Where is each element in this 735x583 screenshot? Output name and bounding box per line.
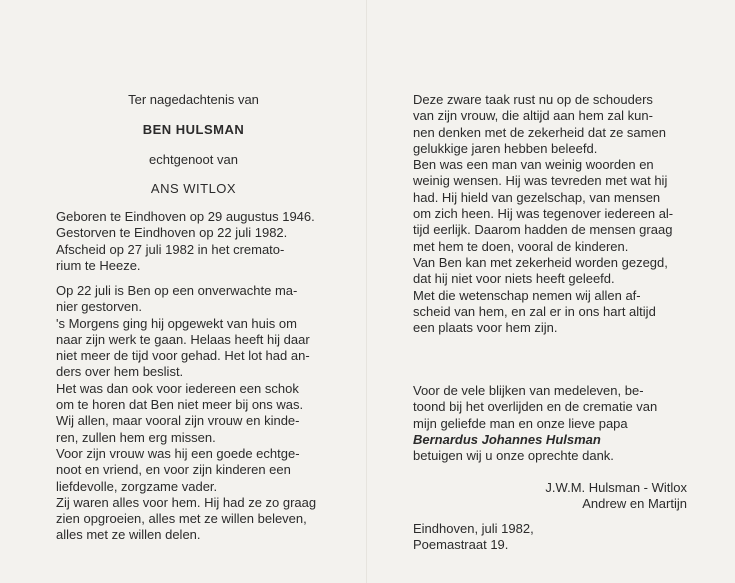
spouse-of-label: echtgenoot van: [149, 152, 238, 167]
signature-block: [413, 480, 687, 513]
text-line: een plaats voor hem zijn.: [413, 320, 558, 336]
text-line: Op 22 juli is Ben op een onverwachte ma-: [56, 283, 298, 298]
text-line: tijd eerlijk. Daarom hadden de mensen graag: [413, 222, 673, 238]
text-line: noot en vriend, en voor zijn kinderen een: [56, 462, 291, 478]
text-line: Van Ben kan met zekerheid worden gezegd,: [413, 254, 668, 270]
text-line: Afscheid op 27 juli 1982 in het cremato-: [56, 241, 285, 257]
text-line: toond bij het overlijden en de crematie van: [413, 399, 658, 415]
text-line: nen denken met de zekerheid dat ze samen: [413, 124, 666, 140]
text-line: Met die wetenschap nemen wij allen af-: [413, 287, 641, 303]
text-line: ders over hem beslist.: [56, 364, 184, 380]
text-line: met hem te doen, vooral de kinderen.: [413, 238, 629, 254]
tribute-paragraph: [413, 92, 687, 336]
text-line: weinig wensen. Hij was tevreden met wat hij: [413, 173, 668, 189]
story-paragraph: [56, 283, 331, 544]
text-line: 's Morgens ging hij opgewekt van huis om: [56, 315, 297, 331]
text-line: Voor zijn vrouw was hij een goede echtge-: [56, 445, 300, 461]
text-line: niet meer de tijd voor gehad. Het lot had an-: [56, 348, 310, 364]
text-line: Voor de vele blijken van medeleven, be-: [413, 383, 644, 398]
signature-line: J.W.M. Hulsman - Witlox: [545, 480, 687, 495]
text-line: liefdevolle, zorgzame vader.: [56, 478, 218, 494]
text-line: Wij allen, maar vooral zijn vrouw en kinde-: [56, 413, 300, 429]
text-line: van zijn vrouw, die altijd aan hem zal kun-: [413, 108, 653, 124]
deceased-full-name: Bernardus Johannes Hulsman: [413, 431, 601, 447]
text-line: zien opgroeien, alles met ze willen beleven,: [56, 511, 307, 527]
street-address: Poemastraat 19.: [413, 537, 509, 553]
text-line: gelukkige jaren hebben beleefd.: [413, 140, 598, 156]
deceased-name: BEN HULSMAN: [142, 122, 245, 137]
text-line: rium te Heeze.: [56, 257, 141, 273]
text-line: mijn geliefde man en onze lieve papa: [413, 415, 628, 431]
place-date: Eindhoven, juli 1982,: [413, 521, 534, 536]
text-line: Ben was een man van weinig woorden en: [413, 157, 654, 173]
text-line: Zij waren alles voor hem. Hij had ze zo graag: [56, 494, 317, 510]
text-line: dat hij niet voor niets heeft geleefd.: [413, 271, 615, 287]
text-line: ren, zullen hem erg missen.: [56, 429, 216, 445]
text-line: om te horen dat Ben niet meer bij ons was.: [56, 397, 304, 413]
address-block: [413, 521, 534, 554]
text-line: Deze zware taak rust nu op de schouders: [413, 92, 653, 107]
spouse-name: ANS WITLOX: [150, 181, 237, 196]
signature-line: Andrew en Martijn: [582, 496, 687, 512]
text-line: scheid van hem, en zal er in ons hart altijd: [413, 303, 656, 319]
text-line: betuigen wij u onze oprechte dank.: [413, 448, 614, 464]
text-line: alles met ze willen delen.: [56, 527, 201, 543]
text-line: om zich heen. Hij was tegenover iedereen al-: [413, 206, 674, 222]
in-memory-heading: Ter nagedachtenis van: [128, 92, 259, 107]
text-line: Het was dan ook voor iedereen een schok: [56, 380, 299, 396]
text-line: nier gestorven.: [56, 299, 142, 315]
text-line: naar zijn werk te gaan. Helaas heeft hij daar: [56, 331, 310, 347]
thanks-paragraph: [413, 383, 687, 464]
text-line: Gestorven te Eindhoven op 22 juli 1982.: [56, 225, 288, 241]
card-fold: [366, 0, 367, 583]
text-line: Geboren te Eindhoven op 29 augustus 1946.: [56, 209, 315, 224]
dates-paragraph: [56, 209, 331, 274]
text-line: had. Hij hield van gezelschap, van mensen: [413, 189, 661, 205]
